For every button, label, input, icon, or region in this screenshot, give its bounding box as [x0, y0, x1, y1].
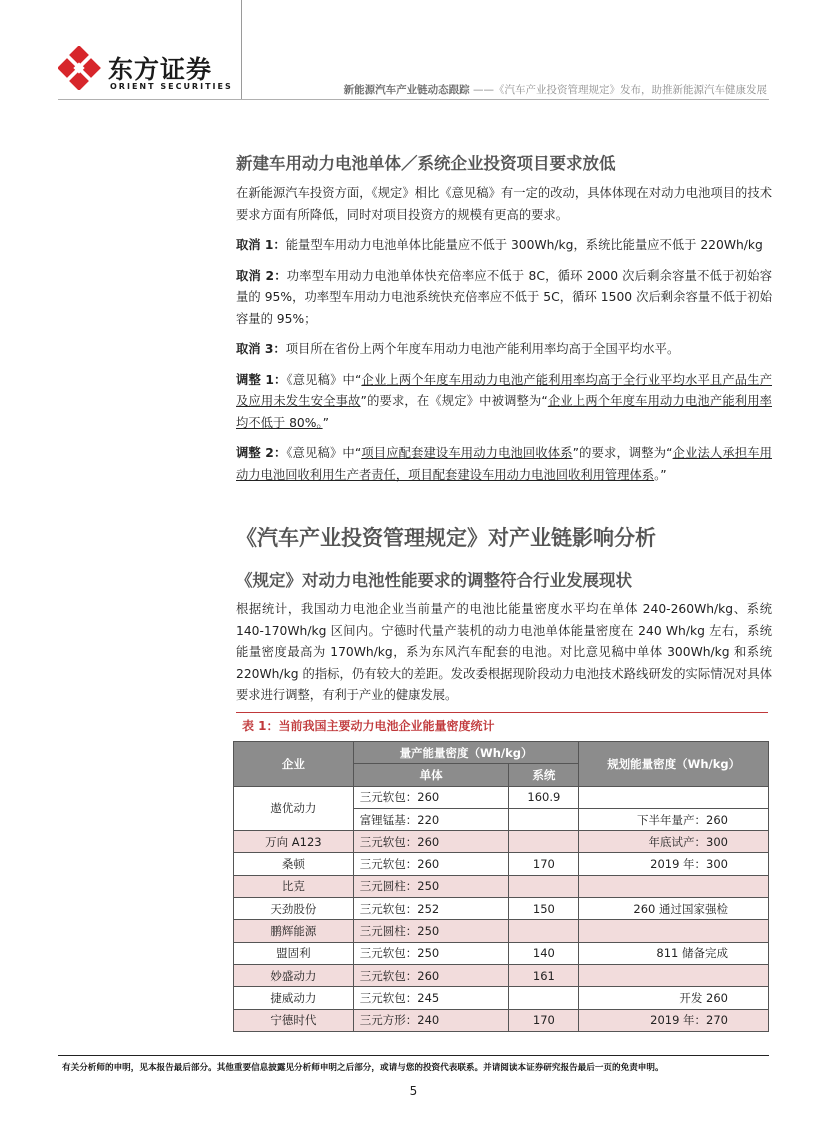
table-row [234, 942, 769, 964]
section-investment-requirements [236, 150, 772, 486]
system-density [509, 987, 579, 1009]
plan-density: 2019 年：270 [579, 1009, 769, 1031]
adjust-1-label: 调整 1： [236, 372, 287, 387]
plan-density: 开发 260 [579, 987, 769, 1009]
system-density [509, 875, 579, 897]
table-row [234, 920, 769, 942]
cell-density: 三元软包：250 [353, 942, 509, 964]
cancel-1-text: 能量型车用动力电池单体比能量应不低于 300Wh/kg，系统比能量应不低于 220Wh/kg [285, 238, 763, 252]
section-heading: 新建车用动力电池单体／系统企业投资项目要求放低 [236, 154, 616, 173]
adjust-2-mid: ”的要求，调整为“ [572, 446, 673, 460]
adjust-2-revised: 企业法人承担车用动力电池回收利用生产者责任，项目配套建设车用动力电池回收利用管理体系 [236, 446, 772, 482]
footer-disclaimer: 有关分析师的申明，见本报告最后部分。其他重要信息披露见分析师申明之后部分，或请与您的投资代表联系。并请阅读本证券研究报告最后一页的免责申明。 [62, 1063, 664, 1073]
cell-density: 三元软包：260 [353, 964, 509, 986]
company-cell: 天劲股份 [234, 898, 354, 920]
company-cell: 妙盛动力 [234, 964, 354, 986]
adjust-2-original: 项目应配套建设车用动力电池回收体系 [361, 446, 573, 460]
cell-density: 三元软包：260 [353, 831, 509, 853]
plan-density: 下半年量产：260 [579, 808, 769, 830]
adjust-1-pre: 《意见稿》中“ [286, 372, 362, 387]
system-density: 170 [509, 853, 579, 875]
company-cell: 鹏辉能源 [234, 920, 354, 942]
company-cell: 桑顿 [234, 853, 354, 875]
table-row [234, 964, 769, 986]
cancel-1-label: 取消 1： [236, 238, 286, 252]
plan-density: 2019 年：300 [579, 853, 769, 875]
company-cell: 盟固利 [234, 942, 354, 964]
table-title-rule [236, 712, 768, 713]
col-header-plan: 规划能量密度（Wh/kg） [579, 742, 769, 787]
table-row [234, 1009, 769, 1031]
col-header-mass: 量产能量密度（Wh/kg） [353, 742, 579, 764]
cell-density: 富锂锰基：220 [353, 808, 509, 830]
cancel-3-text: 项目所在省份上两个年度车用动力电池产能利用率均高于全国平均水平。 [285, 342, 680, 356]
table-row [234, 786, 769, 808]
company-cell: 万向 A123 [234, 831, 354, 853]
adjust-1-end: ” [322, 415, 329, 430]
cancel-3-paragraph [236, 339, 772, 361]
plan-density: 811 储备完成 [579, 942, 769, 964]
report-title: ——《汽车产业投资管理规定》发布，助推新能源汽车健康发展 [473, 84, 767, 96]
system-density: 161 [509, 964, 579, 986]
col-header-cell: 单体 [353, 764, 509, 786]
cancel-2-text: 功率型车用动力电池单体快充倍率应不低于 8C，循环 2000 次后剩余容量不低于初始容量的 95%，功率型车用动力电池系统快充倍率应不低于 5C，循环 1500 次后剩余容量不低于初始容量的 95%； [236, 268, 773, 326]
header-divider-vertical [241, 0, 242, 100]
cell-density: 三元软包：245 [353, 987, 509, 1009]
adjust-1-mid: ”的要求，在《规定》中被调整为“ [360, 394, 548, 408]
cell-density: 三元软包：252 [353, 898, 509, 920]
system-density [509, 920, 579, 942]
plan-density: 260 通过国家强检 [579, 898, 769, 920]
company-logo [58, 46, 238, 96]
cancel-2-label: 取消 2： [236, 268, 287, 283]
cell-density: 三元圆柱：250 [353, 920, 509, 942]
plan-density [579, 786, 769, 808]
adjust-2-paragraph [236, 443, 772, 486]
analysis-paragraph: 根据统计，我国动力电池企业当前量产的电池比能量密度水平均在单体 240-260Wh/kg、系统 140-170Wh/kg 区间内。宁德时代量产装机的动力电池单体能量密度在 240 Wh/kg 左右，系统能量密度最高为 170Wh/kg，系为东风汽车配套的电池。对比意见稿中单体 300Wh/kg 和系统 220Wh/kg 的指标，仍有较大的差距。发改委根据现阶段动力电池技术路线研发的实际情况对具体要求进行调整，有利于产业的健康发展。 [236, 602, 772, 702]
adjust-2-end: 。” [654, 467, 667, 482]
cell-density: 三元圆柱：250 [353, 875, 509, 897]
table-row [234, 898, 769, 920]
cell-density: 三元软包：260 [353, 853, 509, 875]
system-density [509, 831, 579, 853]
plan-density [579, 875, 769, 897]
table-title: 表 1：当前我国主要动力电池企业能量密度统计 [242, 719, 495, 733]
section-battery-performance [236, 567, 772, 707]
system-density: 140 [509, 942, 579, 964]
logo-chinese-name: 东方证券 [108, 55, 213, 84]
table-row [234, 875, 769, 897]
table-row [234, 853, 769, 875]
system-density: 160.9 [509, 786, 579, 808]
cancel-1-paragraph [236, 235, 772, 257]
col-header-company: 企业 [234, 742, 354, 787]
energy-density-table [233, 741, 769, 1032]
plan-density: 年底试产：300 [579, 831, 769, 853]
page-number: 5 [409, 1084, 418, 1098]
system-density [509, 808, 579, 830]
table-row [234, 987, 769, 1009]
company-cell: 宁德时代 [234, 1009, 354, 1031]
intro-paragraph: 在新能源汽车投资方面，《规定》相比《意见稿》有一定的改动，具体体现在对动力电池项目的技术要求方面有所降低，同时对项目投资方的规模有更高的要求。 [236, 186, 772, 222]
table-row [234, 831, 769, 853]
company-cell: 遨优动力 [234, 786, 354, 831]
adjust-1-original: 企业上两个年度车用动力电池产能利用率均高于全行业平均水平且产品生产及应用未发生安全事故 [236, 372, 772, 408]
system-density: 150 [509, 898, 579, 920]
adjust-1-paragraph [236, 370, 772, 435]
section-heading-2: 《规定》对动力电池性能要求的调整符合行业发展现状 [236, 571, 632, 590]
cancel-2-paragraph [236, 266, 772, 331]
plan-density [579, 920, 769, 942]
cancel-3-label: 取消 3： [236, 342, 286, 356]
footer-rule [58, 1055, 769, 1056]
cell-density: 三元软包：260 [353, 786, 509, 808]
report-series: 新能源汽车产业链动态跟踪 [343, 84, 470, 96]
plan-density [579, 964, 769, 986]
adjust-2-label: 调整 2： [236, 446, 287, 460]
logo-english-name: ORIENT SECURITIES [110, 82, 233, 91]
cell-density: 三元方形：240 [353, 1009, 509, 1031]
running-header [344, 82, 767, 97]
system-density: 170 [509, 1009, 579, 1031]
col-header-system: 系统 [509, 764, 579, 786]
company-cell: 捷威动力 [234, 987, 354, 1009]
orient-logo-icon [58, 46, 102, 90]
adjust-1-revised: 企业上两个年度车用动力电池产能利用率均不低于 80%。 [236, 394, 772, 430]
header-rule [58, 99, 769, 100]
adjust-2-pre: 《意见稿》中“ [286, 446, 362, 460]
company-cell: 比克 [234, 875, 354, 897]
chapter-title: 《汽车产业投资管理规定》对产业链影响分析 [236, 526, 656, 550]
